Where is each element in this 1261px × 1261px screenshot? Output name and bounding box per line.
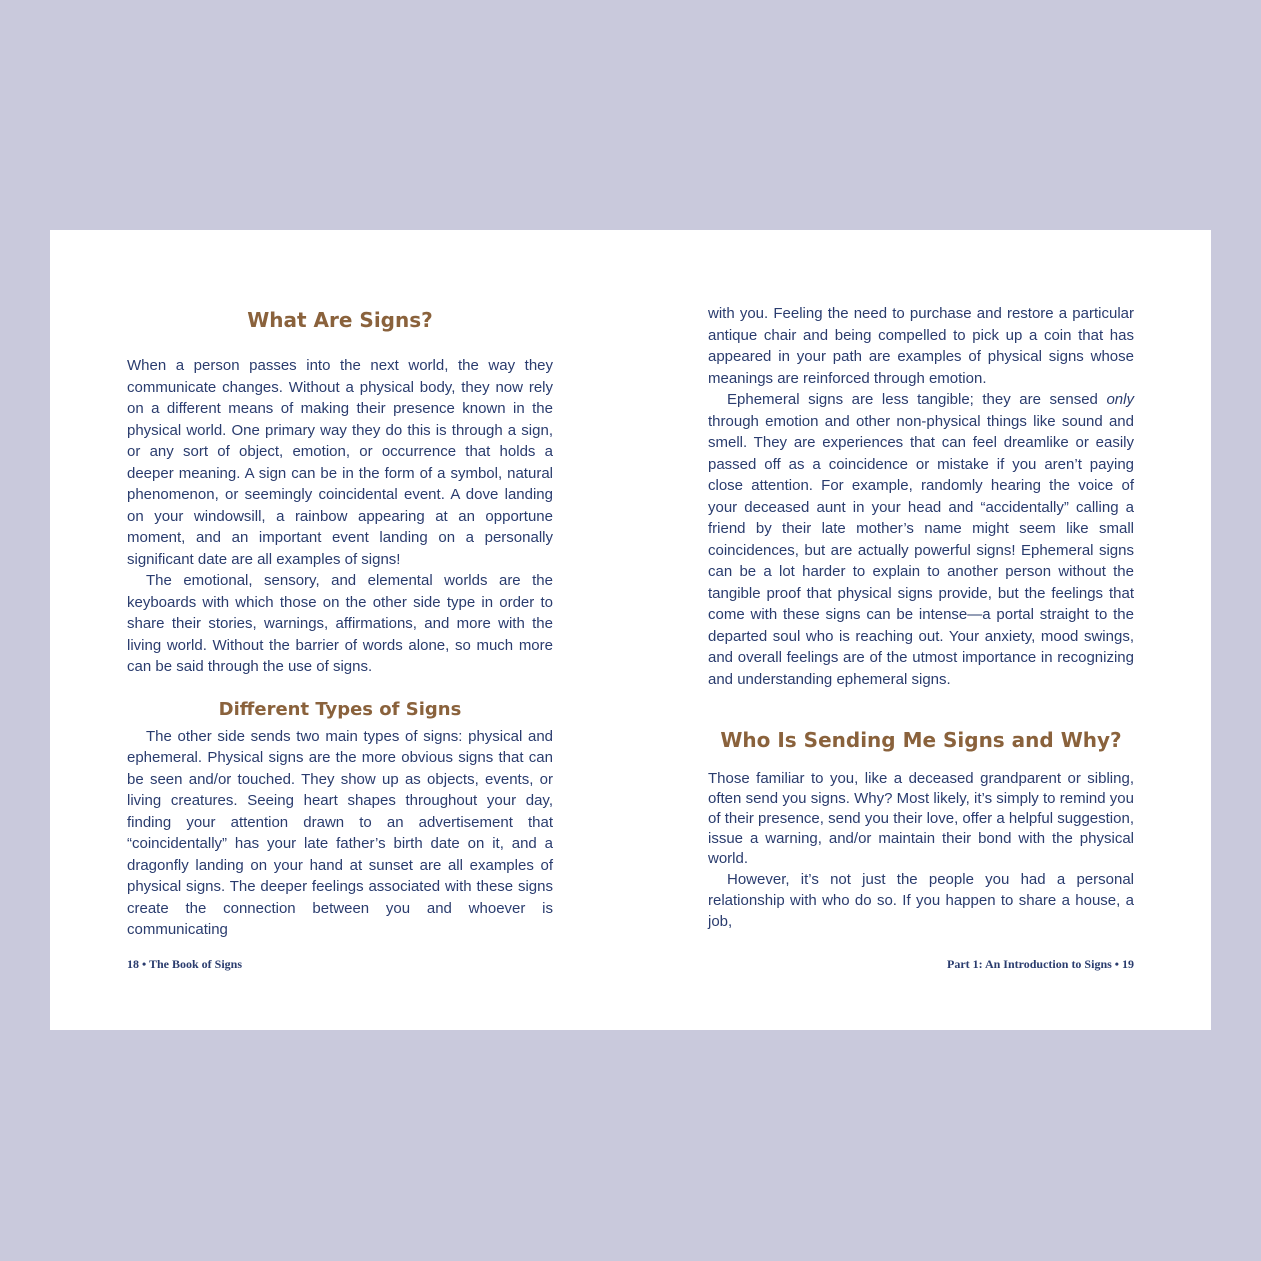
book-spread — [50, 230, 1211, 1030]
body-paragraph: The emotional, sensory, and elemental worlds are the keyboards with which those on the other side type in order to share their stories, warnings, affirmations, and more with the living world. Without the barrier of words alone, so much more can be said through the use of signs. — [127, 572, 553, 675]
body-paragraph: However, it’s not just the people you had a personal relationship with who do so. If you happen to share a house, a job, — [708, 871, 1134, 930]
folio-right: Part 1: An Introduction to Signs • 19 — [946, 957, 1134, 971]
body-paragraph: When a person passes into the next world, the way they communicate changes. Without a physical body, they now rely on a different means of making their presence known in the physical world. One primary way they do this is through a sign, or any sort of object, emotion, or occurrence that holds a deeper meaning. A sign can be in the form of a symbol, natural phenomenon, or seemingly coincidental event. A dove landing on your windowsill, a rainbow appearing at an opportune moment, and an important event landing on a personally significant date are all examples of signs! — [127, 357, 553, 568]
emphasis-only: only — [1106, 391, 1134, 408]
ephemeral-paragraph — [708, 389, 1134, 690]
body-paragraph: The other side sends two main types of signs: physical and ephemeral. Physical signs are the more obvious signs that can be seen and/or touched. They show up as objects, events, or living creatures. Seeing heart shapes throughout your day, finding your attention drawn to an advertisement that “coincidentally” has your late father’s birth date on it, and a dragonfly landing on your hand at sunset are all examples of physical signs. The deeper feelings associated with these signs create the connection between you and whoever is communicating — [127, 727, 553, 938]
heading-what-are-signs: What Are Signs? — [247, 308, 433, 332]
right-page — [708, 230, 1134, 1030]
ephemeral-rest: through emotion and other non-physical things like sound and smell. They are experiences that can feel dreamlike or easily passed off as a coincidence or mistake if you aren’t paying close attention. For example, randomly hearing the voice of your deceased aunt in your head and “accidentally” calling a friend by their late mother’s name might seem like small coincidences, but are actually powerful signs! Ephemeral signs can be a lot harder to explain to another person without the tangible proof that physical signs provide, but the feelings that come with these signs can be intense—a portal straight to the departed soul who is reaching out. Your anxiety, mood swings, and overall feelings are of the utmost importance in recognizing and understanding ephemeral signs. — [708, 412, 1134, 688]
body-paragraph: Those familiar to you, like a deceased grandparent or sibling, often send you signs. Why? Most likely, it’s simply to remind you of their presence, send you their love, offer a helpful suggestion, issue a warning, and/or maintain their bond with the physical world. — [708, 770, 1134, 867]
subheading-types-of-signs: Different Types of Signs — [218, 698, 462, 720]
heading-who-is-sending: Who Is Sending Me Signs and Why? — [720, 728, 1122, 752]
ephemeral-intro: Ephemeral signs are less tangible; they are sensed — [727, 391, 1098, 408]
left-page — [127, 230, 553, 1030]
folio-left: 18 • The Book of Signs — [127, 957, 243, 971]
continuation-paragraph: with you. Feeling the need to purchase and restore a particular antique chair and being compelled to pick up a coin that has appeared in your path are examples of physical signs whose meanings are reinforced through emotion. — [708, 305, 1134, 387]
